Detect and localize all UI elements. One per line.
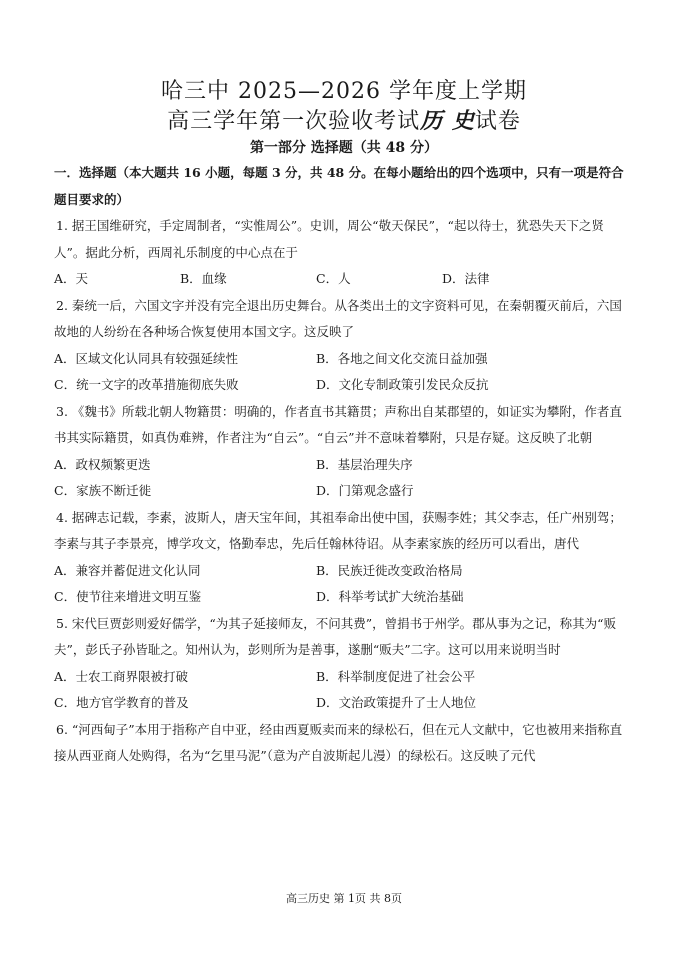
option-c: C．使节往来增进文明互鉴 bbox=[54, 589, 202, 604]
option-c: C．人 bbox=[316, 271, 351, 286]
option-a: A．政权频繁更迭 bbox=[54, 456, 151, 472]
option-c: C．家族不断迁徙 bbox=[54, 483, 152, 498]
exam-subject: 历 史 bbox=[420, 108, 475, 134]
exam-body bbox=[54, 160, 634, 770]
option-b: B．科举制度促进了社会公平 bbox=[316, 668, 476, 684]
question-options bbox=[54, 346, 634, 399]
option-b: B．基层治理失序 bbox=[316, 456, 413, 472]
option-d: D．文化专制政策引发民众反抗 bbox=[316, 377, 489, 392]
option-a: A．区域文化认同具有较强延续性 bbox=[54, 350, 239, 366]
option-a: A．天 bbox=[54, 271, 89, 286]
question-stem: 3. 《魏书》所载北朝人物籍贯：明确的，作者直书其籍贯；声称出自某郡望的，如证实为攀附，作者直书其实际籍贯，如真伪难辨，作者注为“自云”。“自云”并不意味着攀附，只是存疑。这反映了北朝 bbox=[54, 403, 622, 445]
question-stem: 1. 据王国维研究，手定周制者，“实惟周公”。史训，周公“敬天保民”，“起以待士，犹恐失天下之贤人”。据此分析，西周礼乐制度的中心点在于 bbox=[54, 218, 604, 260]
section-heading: 一．选择题（本大题共 16 小题，每题 3 分，共 48 分。在每小题给出的四个选项中，只有一项是符合题目要求的） bbox=[54, 165, 624, 207]
page-footer: 高三历史 第 1页 共 8页 bbox=[286, 892, 402, 905]
question-stem: 5. 宋代巨贾彭则爱好儒学，“为其子延接师友，不问其费”，曾捐书于州学。郡从事为之记，称其为“贩夫”，彭氏子孙皆耻之。知州认为，彭则所为是善事，遂删“贩夫”二字。这可以用来说明当时 bbox=[54, 615, 617, 657]
question-options bbox=[54, 266, 634, 293]
question-stem: 2. 秦统一后，六国文字并没有完全退出历史舞台。从各类出土的文字资料可见，在秦朝覆灭前后，六国故地的人纷纷在各种场合恢复使用本国文字。这反映了 bbox=[54, 297, 622, 339]
option-b: B．民族迁徙改变政治格局 bbox=[316, 562, 463, 578]
option-c: C．地方官学教育的普及 bbox=[54, 695, 189, 710]
option-c: C．统一文字的改革措施彻底失败 bbox=[54, 377, 239, 392]
exam-title-suffix: 试卷 bbox=[474, 109, 521, 134]
option-a: A．兼容并蓄促进文化认同 bbox=[54, 562, 201, 578]
question-stem: 4. 据碑志记载，李素，波斯人，唐天宝年间，其祖奉命出使中国，获赐李姓；其父李志，任广州别驾；李素与其子李景亮，博学攻文，恪勤奉忠，先后任翰林待诏。从李素家族的经历可以看出，唐代 bbox=[54, 509, 622, 551]
part-title: 第一部分 选择题（共 48 分） bbox=[249, 140, 439, 156]
exam-title-prefix: 高三学年第一次验收考试 bbox=[167, 109, 421, 134]
question-options bbox=[54, 558, 634, 611]
question-options bbox=[54, 452, 634, 505]
option-d: D．门第观念盛行 bbox=[316, 483, 414, 498]
option-b: B．血缘 bbox=[180, 271, 227, 286]
option-a: A．士农工商界限被打破 bbox=[54, 668, 189, 684]
option-d: D．文治政策提升了士人地位 bbox=[316, 695, 477, 710]
option-b: B．各地之间文化交流日益加强 bbox=[316, 350, 488, 366]
option-d: D．科举考试扩大统治基础 bbox=[316, 589, 464, 604]
question-options bbox=[54, 664, 634, 717]
question-stem: 6. “河西甸子”本用于指称产自中亚，经由西夏贩卖而来的绿松石，但在元人文献中，它也被用来指称直接从西亚商人处购得，名为“乞里马泥”（意为产自波斯起儿漫）的绿松石。这反映了元代 bbox=[54, 721, 623, 763]
exam-title-line2 bbox=[0, 104, 688, 135]
exam-title-line1: 哈三中 2025—2026 学年度上学期 bbox=[161, 79, 527, 104]
option-d: D．法律 bbox=[442, 271, 490, 286]
